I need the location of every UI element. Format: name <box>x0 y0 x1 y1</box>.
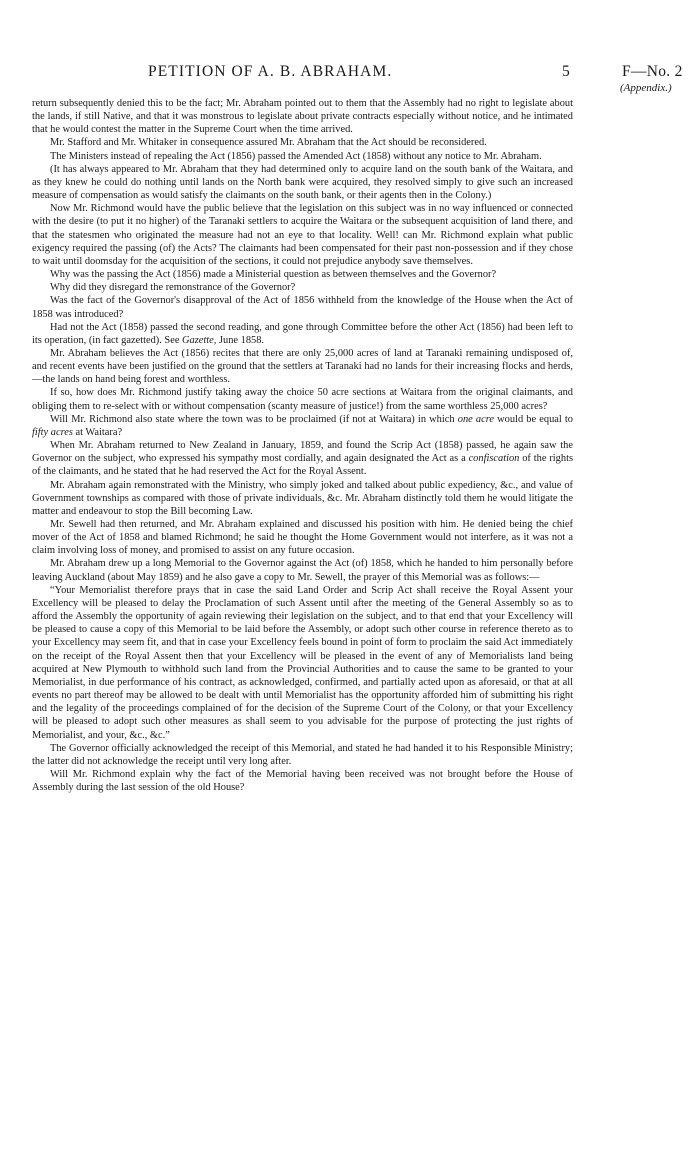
paragraph <box>32 439 573 478</box>
appendix-label: (Appendix.) <box>620 82 672 94</box>
paragraph-text: would be equal to <box>494 413 574 425</box>
paragraph: Why was the passing the Act (1856) made a Ministerial question as between themselves and the Governor? <box>50 269 497 281</box>
document-code: F—No. 2 <box>622 63 683 80</box>
gazette-reference: Gazette, <box>182 334 217 346</box>
paragraph: Mr. Abraham again remonstrated with the Ministry, who simply joked and talked about public expediency, &c., and value of Government townships as compared with those of private individuals, &c. Mr. Abraham distinctly told them he would litigate the matter and endeavour to stop the Bill becoming Law. <box>32 479 573 517</box>
paragraph: Will Mr. Richmond explain why the fact of the Memorial having been received was not brought before the House of Assembly during the last session of the old House? <box>32 768 573 794</box>
paragraph <box>32 413 573 439</box>
paragraph: Mr. Abraham believes the Act (1856) recites that there are only 25,000 acres of land at Taranaki remaining undisposed of, and recent events have been justified on the ground that the settlers at Taranaki had no lands for their increasing flocks and herds,—the lands on hand being forest and worthless. <box>32 347 573 386</box>
paragraph-text: June 1858. <box>216 334 265 346</box>
paragraph: (It has always appeared to Mr. Abraham that they had determined only to acquire land on the south bank of the Waitara, and as they knew he could do nothing until lands on the North bank were acquired, they resolved simply to give such an increased measure of compensation as would satisfy the claimants on the south bank, or their agents then in the Colony.) <box>32 163 573 202</box>
emphasis-text: confiscation <box>468 453 520 465</box>
paragraph: Mr. Abraham drew up a long Memorial to the Governor against the Act (of) 1858, which he handed to him personally before leaving Auckland (about May 1859) and he also gave a copy to Mr. Sewell, the prayer of this Memorial was as follows:— <box>32 558 573 583</box>
paragraph: If so, how does Mr. Richmond justify taking away the choice 50 acre sections at Waitara from the original claimants, and obliging them to re-select with or without compensation (scanty measure of justice!) from the same worthless 25,000 acres? <box>32 387 573 412</box>
paragraph-text: of the rights of the claimants, and he stated that he had reserved the Act for the Royal Assent. <box>32 453 573 478</box>
page-number: 5 <box>562 63 570 80</box>
paragraph: return subsequently denied this to be the fact; Mr. Abraham pointed out to them that the Assembly had no right to legislate about the lands, if still Native, and that it was monstrous to legislate about private contracts especially without notice, and he intimated that he would contest the matter in the Supreme Court when the time arrived. <box>32 98 573 136</box>
paragraph: Why did they disregard the remonstrance of the Governor? <box>50 282 296 294</box>
paragraph: Mr. Stafford and Mr. Whitaker in consequence assured Mr. Abraham that the Act should be reconsidered. <box>50 137 487 149</box>
emphasis-text: one acre <box>457 413 494 425</box>
paragraph-text: Had not the Act (1858) passed the second reading, and gone through Committee before the other Act (1856) had been left to its operation, (in fact gazetted). See <box>32 321 573 346</box>
paragraph <box>32 321 573 347</box>
paragraph-text: Will Mr. Richmond also state where the town was to be proclaimed (if not at Waitara) in which <box>50 413 455 425</box>
memorial-quote: “Your Memorialist therefore prays that in case the said Land Order and Scrip Act shall receive the Royal Assent your Excellency will be pleased to delay the Proclamation of such Assent until after the meeting of the General Assembly so as to afford the Assembly the opportunity of again reviewing their legislation on the subject, and to that end that your Excellency will be pleased to cause a copy of this Memorial to be laid before the Assembly, or adopt such other course in reference thereto as to your Excellency may seem fit, and that in case your Excellency feels bound in point of form to proclaim the said Act immediately on the receipt of the Royal Assent then that your Excellency will be pleased in the event of any of Memorialists land being acquired at New Plymouth to withhold such land from the Provincial Authorities and to cause the same to be granted to your Memorialist, in due performance of his contract, as acknowledged, confirmed, and partially acted upon as aforesaid, or that at all events no part thereof may be allowed to be dealt with until Memorialist has the opportunity afforded him of submitting his right and the legality of the proceedings complained of for the decision of the Supreme Court of the Colony, or that your Excellency will be pleased to adopt such other measures as shall seem to you advisable for the purpose of protecting the just rights of Memorialist, and your, &c., &c.” <box>32 584 573 741</box>
emphasis-text: fifty acres <box>32 426 73 438</box>
paragraph: The Governor officially acknowledged the receipt of this Memorial, and stated he had handed it to his Responsible Ministry; the latter did not acknowledge the receipt until very long after. <box>32 742 573 767</box>
paragraph: Now Mr. Richmond would have the public believe that the legislation on this subject was in no way influenced or connected with the desire (to put it no higher) of the Taranaki settlers to acquire the Waitara or the subsequent acquisition of land there, and that the statesmen who originated the measure had not an eye to that locality. Well! can Mr. Richmond explain what public exigency required the passing (of) the Acts? The claimants had been compensated for their past non-possession and if they chose to wait until doomsday for the acquisition of the sections, it could not prejudice anybody save themselves. <box>32 203 573 267</box>
paragraph: Mr. Sewell had then returned, and Mr. Abraham explained and discussed his position with him. He denied being the chief mover of the Act of 1858 and blamed Richmond; he said he thought the Home Government would not interfere, as it was not a claim involving loss of money, and promised to assist on any future occasion. <box>32 519 573 557</box>
page-title: PETITION OF A. B. ABRAHAM. <box>148 63 393 80</box>
paragraph: Was the fact of the Governor's disapproval of the Act of 1856 withheld from the knowledge of the House when the Act of 1858 was introduced? <box>32 295 573 320</box>
paragraph-text: When Mr. Abraham returned to New Zealand in January, 1859, and found the Scrip Act (1858) passed, he again saw the Governor on the subject, who expressed his sympathy most cordially, and again designated the Act as a <box>32 440 573 465</box>
paragraph-text: at Waitara? <box>72 426 123 438</box>
document-body <box>32 97 573 794</box>
paragraph: The Ministers instead of repealing the Act (1856) passed the Amended Act (1858) without any notice to Mr. Abraham. <box>50 150 542 162</box>
